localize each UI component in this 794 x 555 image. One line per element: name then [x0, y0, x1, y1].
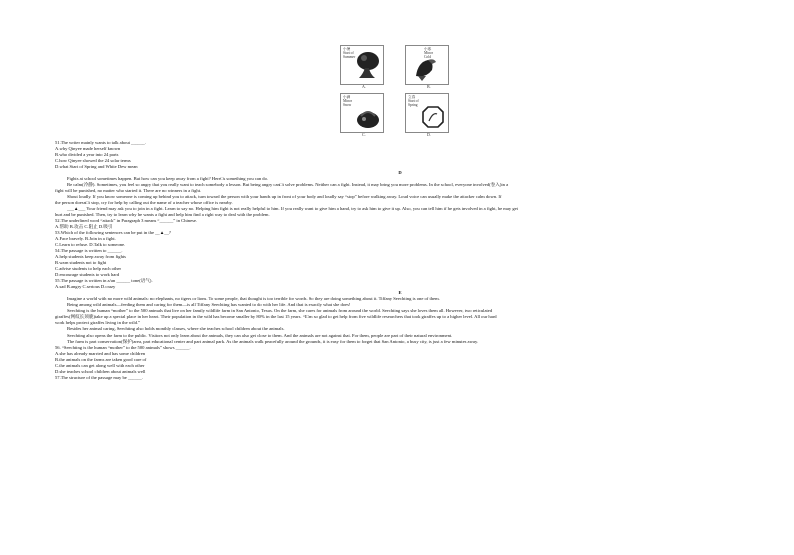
text-line: giraffes(网纹长颈鹿)take up a special place in her heart. Their population in the wild has become smaller by 80% in the last 15 years. “I□m so glad to get help from five wildlife researchers that took giraffes up to a higher level. All our hard — [55, 314, 497, 320]
text-line: 53.Which of the following sentences can be put in the __▲__? — [55, 230, 171, 236]
text-line: 56. “Seechting is the human “mother” to the 500 animals” shows ______. — [55, 344, 191, 350]
text-line: 52.The underlined word “attack” in Paragraph 3 means “______” in Chinese. — [55, 218, 198, 224]
text-line: Imagine a world with no more wild animals: no elephants, no tigers or lions. To some people, that thought is too terrible for words. So they are doing something about it. Tiffany Seechting is one of them. — [67, 296, 440, 302]
figure-c-letter: C. — [362, 132, 366, 137]
figure-b — [405, 45, 449, 85]
text-line: 57.The structure of the passage may be ______. — [55, 374, 143, 380]
text-line: 54.The passage is written to ______. — [55, 248, 123, 254]
text-line: D.what Start of Spring and White Dew mean — [55, 164, 138, 170]
text-line: Besides her animal caring, Seechting also holds monthly classes, where she teaches school children about the animals. — [67, 326, 285, 332]
text-line: Fights at school sometimes happen. But how can you keep away from a fight? Here□s something you can do. — [67, 176, 269, 182]
text-line: B.warn students not to fight — [55, 260, 107, 266]
text-line: A.帮助 B.攻击 C.阻止 D.吸引 — [55, 224, 113, 230]
figure-c — [340, 93, 384, 133]
text-line: ___▲___ Your friend may ask you to join in a fight. Learn to say no. Helping him fight is not really helpful to him. If you really want to give him a hand, try to ask him to give it up. Also, you can tell him if he gets involved in a fight, he may get — [67, 206, 518, 212]
figure-b-caption: 小寒 Minor Cold — [424, 47, 433, 59]
text-line: 51.The writer mainly wants to talk about ______. — [55, 140, 146, 145]
bird-icon — [412, 56, 438, 82]
fruit-icon — [355, 106, 381, 130]
text-line: D.she teaches school children about animals well — [55, 368, 146, 374]
figure-b-letter: B. — [427, 84, 431, 89]
figure-d-caption: 立春 Start of Spring — [408, 95, 419, 107]
text-line: A.why Qinyee made herself known — [55, 146, 121, 152]
text-line: A.Face bravely. B.Join in a fight. — [55, 236, 116, 242]
text-line: Seechting also opens the farm to the public. Visitors not only learn about the animals, they can also get close to them. And the animals are not against that. For them, people are part of their natural environment. — [67, 332, 453, 338]
text-line: B.who divided a year into 24 parts — [55, 152, 119, 158]
text-line: D — [398, 170, 402, 176]
figure-d-letter: D. — [427, 132, 431, 137]
text-line: C.how Qinyee showed the 24 solar terms — [55, 158, 131, 164]
text-line: Be calm(冷静). Sometimes, you feel so angry that you really want to teach somebody a lesson. But being angry can□t solve problems. Neither can a fight. Instead, it may bring you more problems. In the school, everyone involved(卷入)in a — [67, 182, 509, 188]
figure-a — [340, 45, 384, 85]
figure-d — [405, 93, 449, 133]
frame-icon — [422, 106, 444, 128]
text-line: A.help students keep away from fights — [55, 254, 126, 260]
document-text — [55, 140, 745, 381]
text-line: Shout loudly. If you know someone is coming up behind you to attack, turn toward the person with your hands up in front of your body and loudly say “stop” before walking away. Loud voice can usually make the attacker calm down. If — [67, 194, 502, 200]
text-line: 55.The passage is written in a/an ______ tone(语气). — [55, 278, 153, 284]
figure-a-caption: 小暑 Start of Summer — [343, 47, 356, 59]
figure-c-caption: 小满 Minor Snow — [343, 95, 352, 107]
text-line: A.sad B.angry C.serious D.crazy — [55, 284, 116, 290]
text-line: A.she has already married and has some children — [55, 350, 146, 356]
text-line: C.the animals can get along well with each other — [55, 362, 145, 368]
text-line: Being among wild animals—feeding them and caring for them—is all Tiffany Seechting has wanted to do with her life. And that is exactly what she does! — [67, 302, 351, 308]
text-line: fight will be punished, no matter who started it. There are no winners in a fight. — [55, 188, 202, 194]
text-line: D.encourage students to work hard — [55, 272, 120, 278]
text-line: E — [398, 290, 402, 296]
tree-rock-icon — [353, 50, 381, 80]
text-line: the person doesn□t stop, cry for help by calling out the name of a teacher whose office is nearby. — [55, 200, 233, 206]
text-line: B.the animals on the farms are taken good care of — [55, 356, 147, 362]
text-line: The farm is part conservation(保护)area, part educational center and part animal park. As the animals walk peacefully around the grounds, it is easy for them to forget that San Antonio, a busy city, is just a few minutes away. — [67, 338, 479, 344]
text-line: hurt and be punished. Then, try to learn why he wants a fight and help him find a right way to deal with the problem. — [55, 212, 270, 218]
figure-a-letter: A. — [362, 84, 366, 89]
text-line: Seechting is the human “mother” to the 500 animals that live on her family wildlife farm in San Antonio, Texas. On the farm, she cares for animals from around the world. Seechting says she loves them all. However, two reticulated — [67, 308, 493, 314]
text-line: C.advise students to help each other — [55, 266, 122, 272]
text-line: work helps protect giraffes living in the wild.” — [55, 320, 141, 326]
text-line: C.Learn to refuse. D.Talk to someone. — [55, 242, 126, 248]
